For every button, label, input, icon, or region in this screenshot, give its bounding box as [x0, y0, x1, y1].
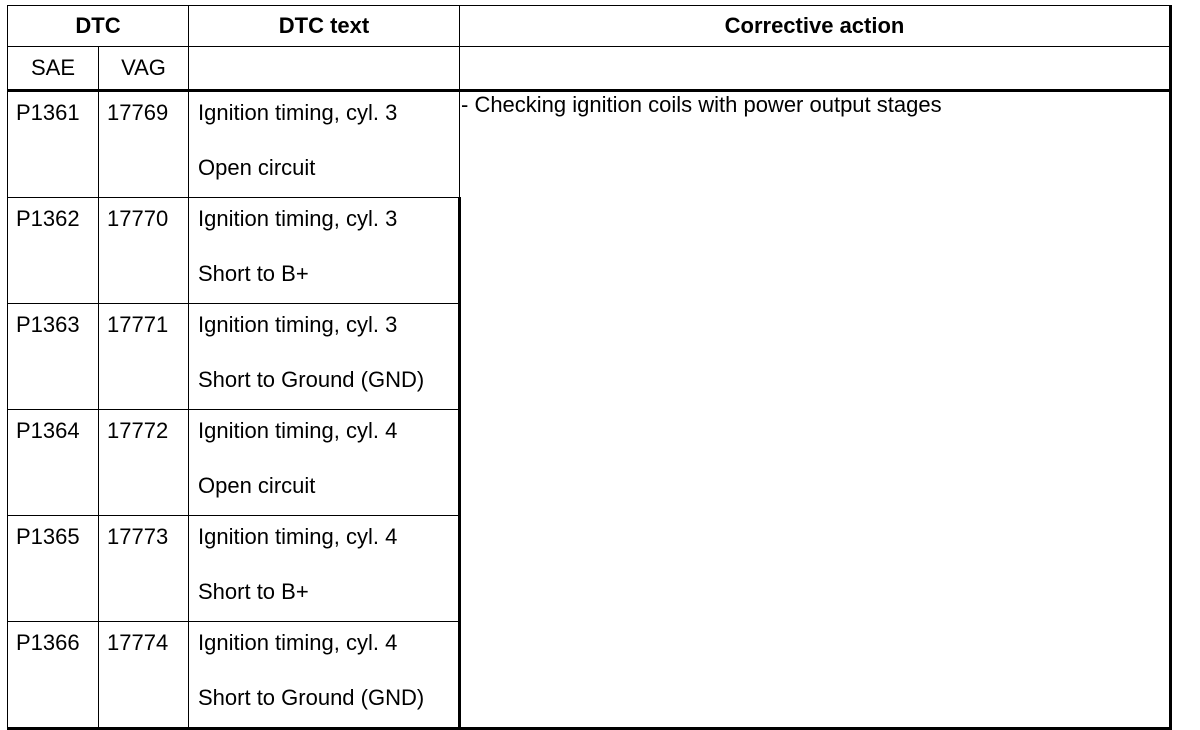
dtc-text-line1: Ignition timing, cyl. 4 [198, 630, 398, 655]
subheader-vag: VAG [99, 47, 189, 91]
dtc-text-cell [189, 198, 460, 304]
dtc-text-cell [189, 516, 460, 622]
dtc-text-line1: Ignition timing, cyl. 4 [198, 418, 398, 443]
dtc-text-line2: Open circuit [198, 473, 316, 498]
sae-code: P1366 [8, 622, 99, 729]
vag-code: 17773 [99, 516, 189, 622]
sae-code: P1363 [8, 304, 99, 410]
dtc-text-line1: Ignition timing, cyl. 3 [198, 206, 398, 231]
vag-code: 17769 [99, 91, 189, 198]
sae-code: P1361 [8, 91, 99, 198]
dtc-text-line1: Ignition timing, cyl. 3 [198, 100, 398, 125]
vag-code: 17771 [99, 304, 189, 410]
vag-code: 17770 [99, 198, 189, 304]
dtc-text-cell [189, 304, 460, 410]
dtc-text-line2: Short to B+ [198, 261, 309, 286]
vag-code: 17774 [99, 622, 189, 729]
vag-code: 17772 [99, 410, 189, 516]
subheader-row [8, 47, 1171, 91]
sae-code: P1364 [8, 410, 99, 516]
sae-code: P1365 [8, 516, 99, 622]
header-row [8, 6, 1171, 47]
header-corrective-action: Corrective action [460, 6, 1171, 47]
corrective-action-cell: - Checking ignition coils with power output stages [460, 91, 1171, 729]
dtc-text-cell [189, 622, 460, 729]
header-dtc-text: DTC text [189, 6, 460, 47]
dtc-text-line2: Short to Ground (GND) [198, 685, 425, 710]
sae-code: P1362 [8, 198, 99, 304]
dtc-text-cell [189, 91, 460, 198]
subheader-sae: SAE [8, 47, 99, 91]
dtc-text-line2: Short to B+ [198, 579, 309, 604]
table-row [8, 91, 1171, 198]
dtc-text-line2: Short to Ground (GND) [198, 367, 425, 392]
subheader-dtc-text [189, 47, 460, 91]
dtc-table [7, 5, 1172, 730]
subheader-corrective-action [460, 47, 1171, 91]
dtc-text-line1: Ignition timing, cyl. 3 [198, 312, 398, 337]
dtc-text-line2: Open circuit [198, 155, 316, 180]
dtc-text-line1: Ignition timing, cyl. 4 [198, 524, 398, 549]
header-dtc: DTC [8, 6, 189, 47]
dtc-text-cell [189, 410, 460, 516]
